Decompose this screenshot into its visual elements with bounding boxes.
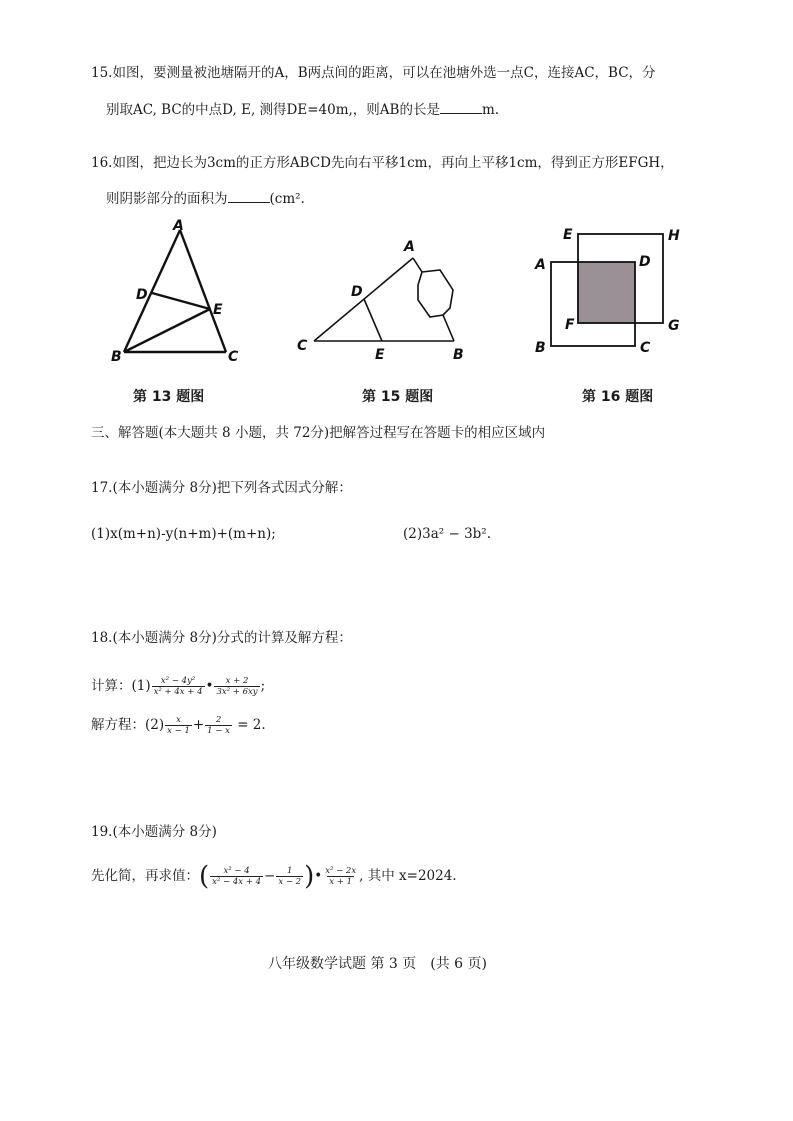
fig13-label-A: A <box>173 218 184 234</box>
q18-solve <box>91 715 266 736</box>
fig16-label-F: F <box>565 317 575 333</box>
q18-fraction-3 <box>165 715 192 736</box>
page-footer: 八年级数学试题 第 3 页 (共 6 页) <box>268 956 487 972</box>
q19-tail: , 其中 x=2024. <box>359 868 457 884</box>
fig13-line-AB <box>124 230 180 352</box>
q19-frac3-denominator: x + 1 <box>329 877 353 887</box>
fig16-label-C: C <box>640 340 651 356</box>
fig13-label-B: B <box>111 349 122 365</box>
fig13-label-E: E <box>213 302 223 318</box>
fig15-label-C: C <box>297 338 308 354</box>
q18-frac3-numerator: x <box>176 715 181 725</box>
fig15-line-A-pond <box>413 258 422 272</box>
q16-line2-unit: (cm². <box>269 191 305 207</box>
fig16-label-E: E <box>563 227 573 243</box>
q19-fraction-2 <box>276 866 303 887</box>
q15-line1: 15.如图，要测量被池塘隔开的A，B两点间的距离，可以在池塘外选一点C，连接AC，BC，分 <box>91 65 656 81</box>
q18-fraction-4 <box>205 715 232 736</box>
q19-minus: − <box>264 868 276 884</box>
q19-right-paren: ) <box>304 861 315 892</box>
fig16-label-H: H <box>668 228 680 244</box>
q18-frac2-denominator: 3x² + 6xy <box>216 687 258 697</box>
q18-plus: + <box>192 717 205 733</box>
q18-calc-label: 计算：(1) <box>91 678 151 694</box>
q16-line2-text: 则阴影部分的面积为 <box>106 191 228 207</box>
q19-frac1-numerator: x² − 4 <box>223 866 250 876</box>
q18-frac4-denominator: 1 − x <box>207 726 230 736</box>
q18-fraction-2 <box>214 676 259 697</box>
q18-multiply-dot: • <box>205 678 214 694</box>
fig13-caption: 第 13 题图 <box>133 389 205 405</box>
q18-solve-label: 解方程：(2) <box>91 717 165 733</box>
q15-line2-text: 别取AC, BC的中点D, E, 测得DE=40m,，则AB的长是 <box>106 102 440 118</box>
q18-frac1-numerator: x² − 4y² <box>160 676 196 686</box>
fig15-label-D: D <box>351 284 363 300</box>
fig13-label-D: D <box>136 287 148 303</box>
q18-title: 18.(本小题满分 8分)分式的计算及解方程： <box>91 630 352 646</box>
fig15-label-E: E <box>375 347 385 363</box>
fig13-line-DE <box>152 293 210 309</box>
fig15-label-A: A <box>404 239 415 255</box>
q19-left-paren: ( <box>199 861 210 892</box>
q18-frac1-denominator: x² + 4x + 4 <box>153 687 203 697</box>
fig16-label-D: D <box>639 254 651 270</box>
fig16-label-A: A <box>535 257 546 273</box>
q18-calc-end: ; <box>260 678 266 694</box>
fig15-line-pond-B <box>443 315 454 341</box>
q15-line2-unit: m. <box>481 102 500 118</box>
q18-frac2-numerator: x + 2 <box>225 676 249 686</box>
fig16-label-B: B <box>535 340 546 356</box>
q19-label: 先化简，再求值： <box>91 868 199 884</box>
fig15-line-DE <box>364 299 382 341</box>
q16-line1: 16.如图，把边长为3cm的正方形ABCD先向右平移1cm，再向上平移1cm，得到正方形EFGH， <box>91 155 674 171</box>
fig13-line-BE <box>124 309 210 352</box>
q17-part2: (2)3a² − 3b². <box>403 526 492 542</box>
q19-expression <box>91 861 457 892</box>
fig15-label-B: B <box>453 347 464 363</box>
section-3-heading: 三、解答题(本大题共 8 小题，共 72分)把解答过程写在答题卡的相应区域内 <box>91 425 546 441</box>
fig13-line-AC <box>180 230 226 352</box>
fig15-pond <box>418 270 453 317</box>
fig16-shaded-region <box>578 262 635 323</box>
fig16-caption: 第 16 题图 <box>582 389 654 405</box>
q19-frac2-numerator: 1 <box>287 866 293 876</box>
q17-part1: (1)x(m+n)-y(n+m)+(m+n); <box>91 526 276 542</box>
q19-fraction-1 <box>210 866 263 887</box>
q18-frac4-numerator: 2 <box>215 715 222 725</box>
q18-calc <box>91 676 265 697</box>
q19-title: 19.(本小题满分 8分) <box>91 824 217 840</box>
fig13-label-C: C <box>228 349 239 365</box>
q18-fraction-1 <box>152 676 205 697</box>
q19-frac3-numerator: x² − 2x <box>325 866 357 876</box>
fig15-caption: 第 15 题图 <box>362 389 434 405</box>
q17-title: 17.(本小题满分 8分)把下列各式因式分解： <box>91 480 352 496</box>
q19-frac2-denominator: x − 2 <box>278 877 302 887</box>
q19-frac1-denominator: x² − 4x + 4 <box>212 877 262 887</box>
q18-solve-end: = 2. <box>237 717 266 733</box>
q18-frac3-denominator: x − 1 <box>167 726 190 736</box>
q19-multiply-dot: • <box>314 868 323 884</box>
q19-fraction-3 <box>323 866 358 887</box>
fig16-label-G: G <box>668 318 680 334</box>
figure-15 <box>314 258 454 341</box>
